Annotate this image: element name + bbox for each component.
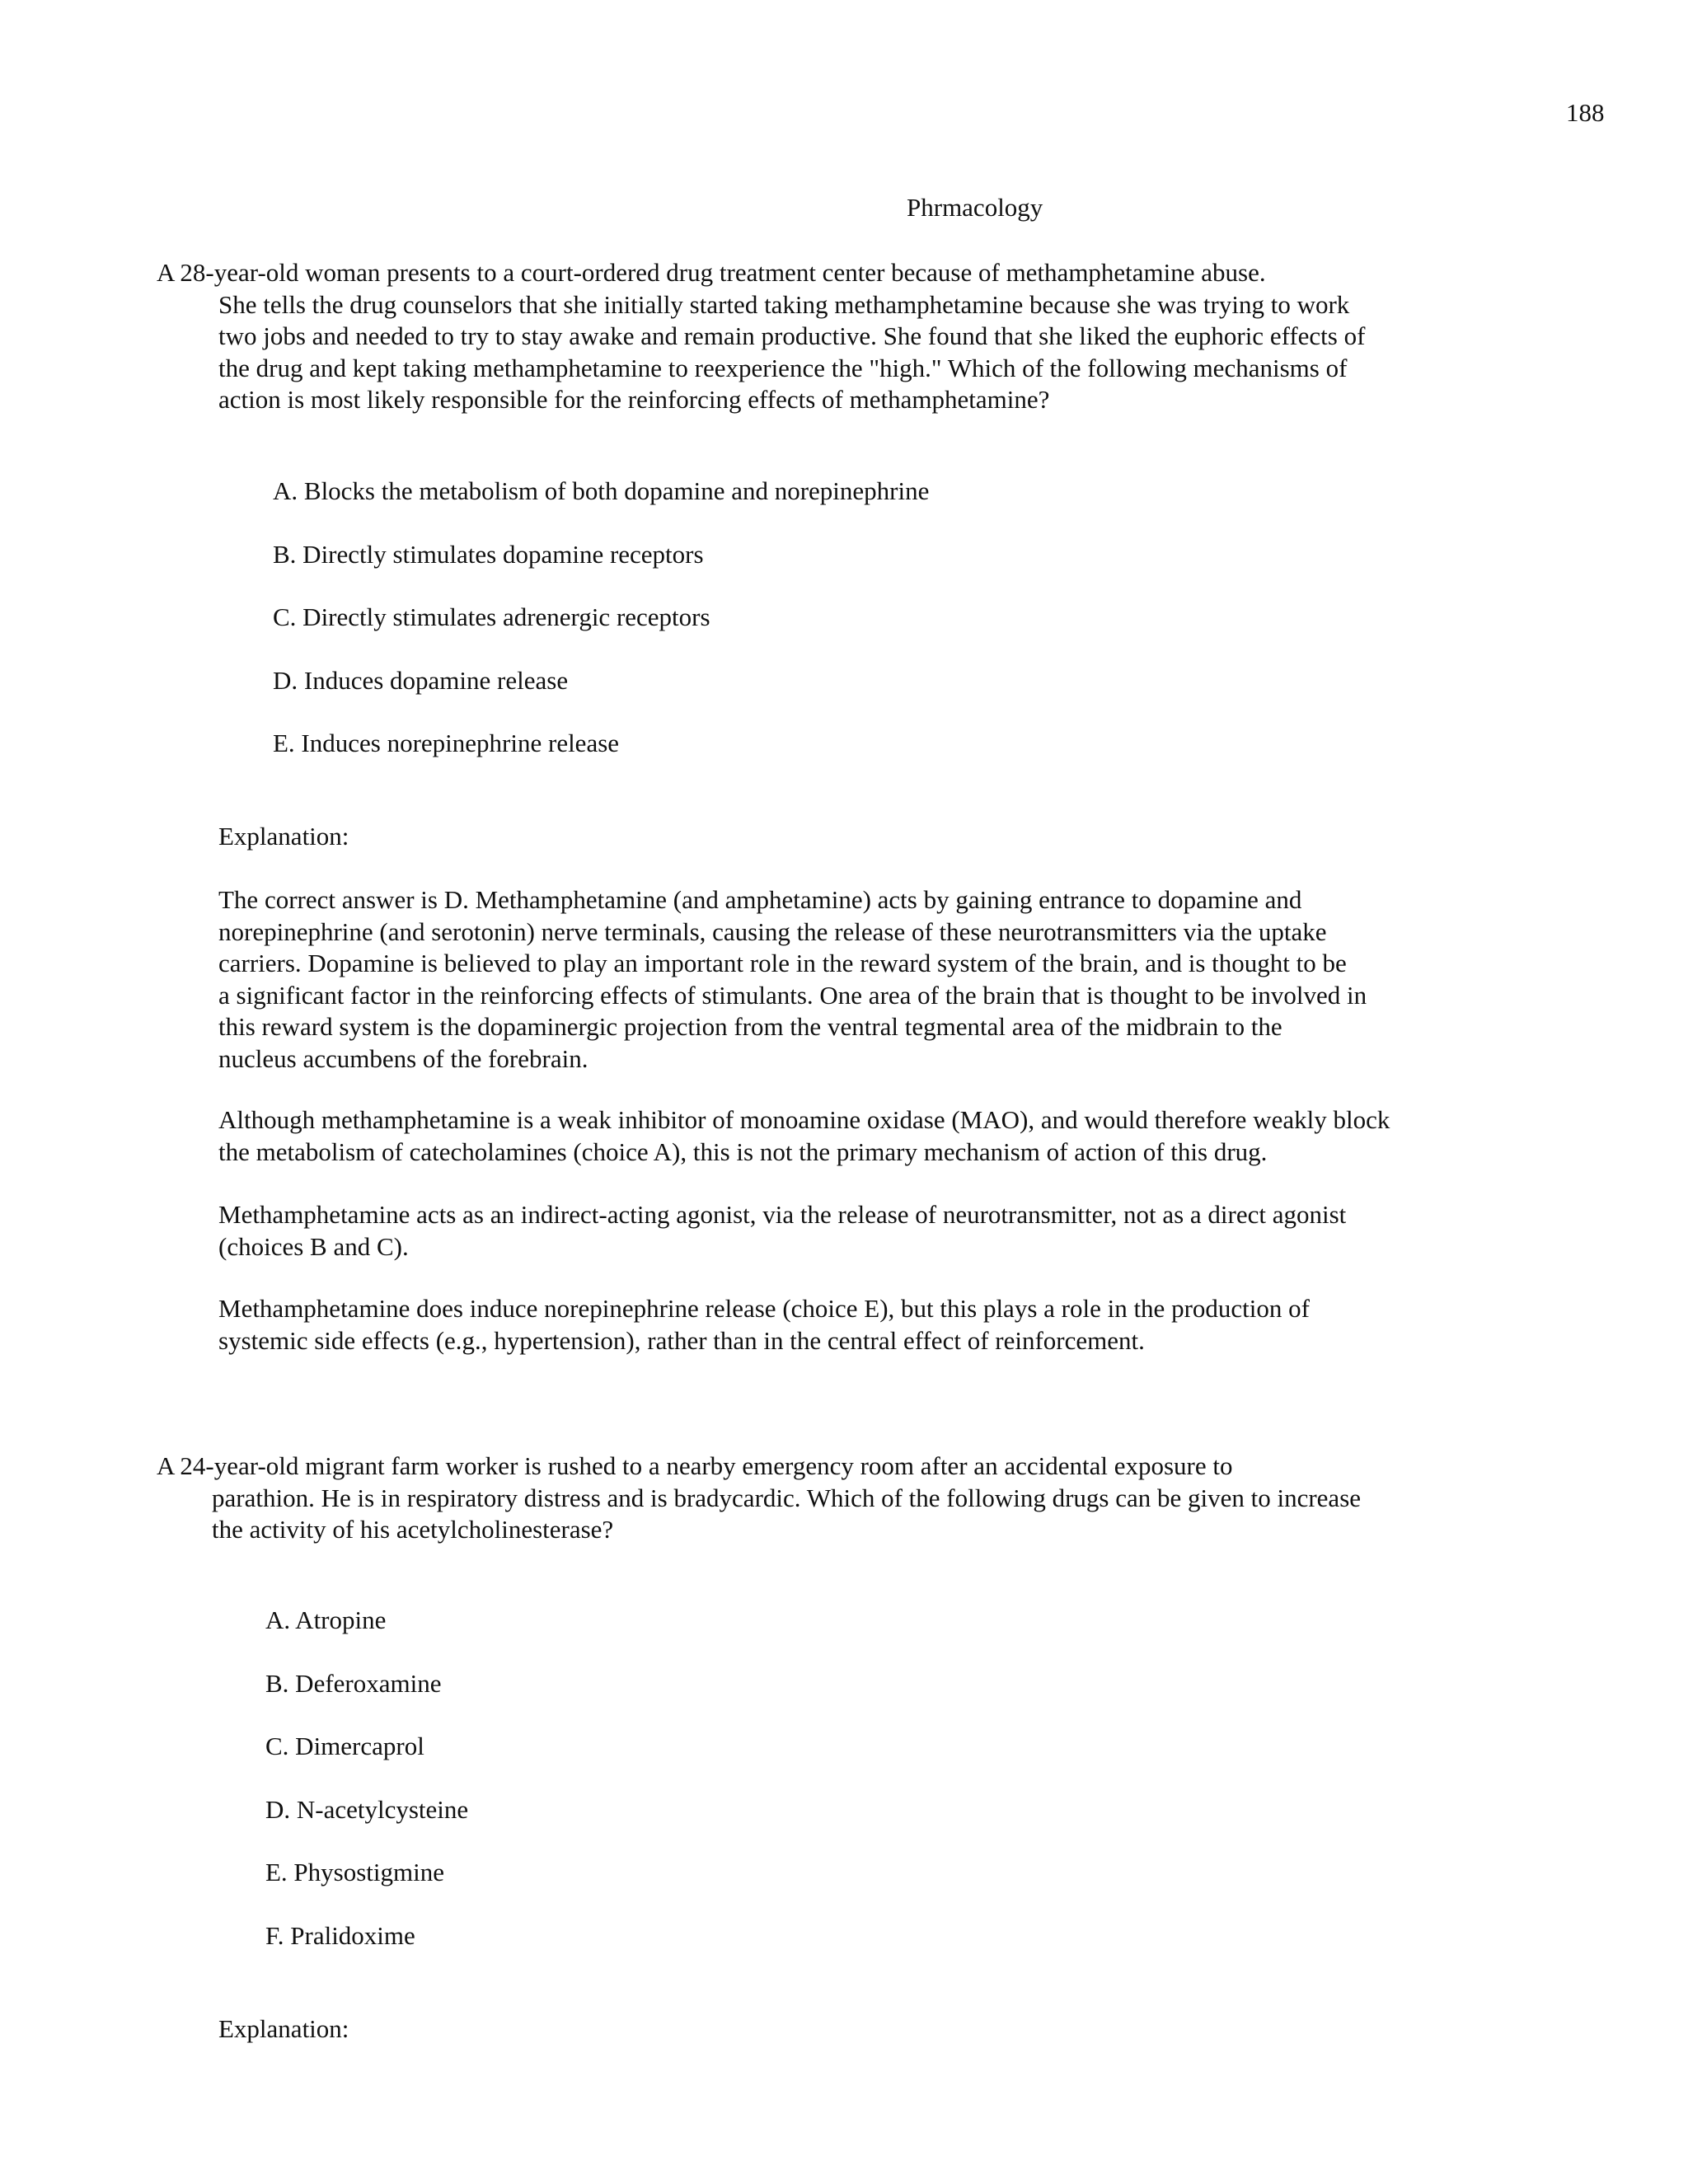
question-1-explanation-paragraph [218,1293,1471,1357]
explanation-line: Methamphetamine does induce norepinephrine release (choice E), but this plays a role in the production of [218,1294,1310,1323]
question-2-option-a: A. Atropine [265,1605,387,1634]
explanation-line: Methamphetamine acts as an indirect-acting agonist, via the release of neurotransmitter, not as a direct agonist [218,1200,1347,1229]
question-1-explanation-paragraph [218,1199,1471,1263]
question-1-options [273,476,929,791]
question-1-stem-line: A 28-year-old woman presents to a court-ordered drug treatment center because of methamphetamine abuse. [157,258,1266,287]
question-2-stem [157,1451,1558,1546]
explanation-line: nucleus accumbens of the forebrain. [218,1043,588,1073]
explanation-line: carriers. Dopamine is believed to play an important role in the reward system of the brain, and is thought to be [218,949,1347,977]
question-2-stem-line: A 24-year-old migrant farm worker is rushed to a nearby emergency room after an accidental exposure to [157,1451,1233,1480]
explanation-line: a significant factor in the reinforcing effects of stimulants. One area of the brain that is thought to be involved in [218,980,1367,1010]
explanation-line: norepinephrine (and serotonin) nerve terminals, causing the release of these neurotransmitters via the uptake [218,916,1327,946]
question-2-option-b: B. Deferoxamine [265,1668,442,1698]
question-1-stem [157,257,1558,416]
question-1-explanation-paragraph [218,884,1471,1075]
question-2-stem-line: the activity of his acetylcholinesterase? [212,1515,614,1544]
explanation-line: systemic side effects (e.g., hypertension), rather than in the central effect of reinforcement. [218,1325,1145,1355]
question-1-option-a: A. Blocks the metabolism of both dopamine and norepinephrine [273,476,930,505]
question-1-option-d: D. Induces dopamine release [273,665,569,695]
explanation-line: The correct answer is D. Methamphetamine (and amphetamine) acts by gaining entrance to dopamine and [218,885,1302,914]
question-1-option-b: B. Directly stimulates dopamine receptors [273,539,704,569]
explanation-line: (choices B and C). [218,1231,409,1261]
question-1-stem-line: the drug and kept taking methamphetamine to reexperience the "high." Which of the following mechanisms of [218,353,1348,382]
explanation-line: the metabolism of catecholamines (choice A), this is not the primary mechanism of action of this drug. [218,1137,1268,1166]
explanation-line: Although methamphetamine is a weak inhibitor of monoamine oxidase (MAO), and would therefore weakly block [218,1105,1390,1134]
question-1-option-e: E. Induces norepinephrine release [273,729,620,757]
question-1-explanation-paragraph [218,1104,1471,1168]
question-1-stem-line: two jobs and needed to try to stay awake and remain productive. She found that she liked the euphoric effects of [218,321,1366,350]
question-1-explanation-label: Explanation: [218,822,349,851]
question-2-options [265,1605,468,1983]
question-1-option-c: C. Directly stimulates adrenergic receptors [273,602,710,631]
question-2-option-d: D. N-acetylcysteine [265,1794,469,1824]
question-2-stem-line: parathion. He is in respiratory distress and is bradycardic. Which of the following drugs can be given to increase [212,1483,1362,1512]
explanation-line: this reward system is the dopaminergic projection from the ventral tegmental area of the midbrain to the [218,1012,1282,1041]
question-2-option-e: E. Physostigmine [265,1858,445,1886]
page-number: 188 [1566,98,1605,127]
question-2-option-f: F. Pralidoxime [265,1920,415,1950]
question-2-explanation-label: Explanation: [218,2014,349,2043]
page-title: Phrmacology [907,193,1043,222]
question-1-stem-line: She tells the drug counselors that she initially started taking methamphetamine because she was trying to work [218,289,1350,319]
question-1-stem-line: action is most likely responsible for the reinforcing effects of methamphetamine? [218,385,1050,414]
question-2-option-c: C. Dimercaprol [265,1732,424,1760]
